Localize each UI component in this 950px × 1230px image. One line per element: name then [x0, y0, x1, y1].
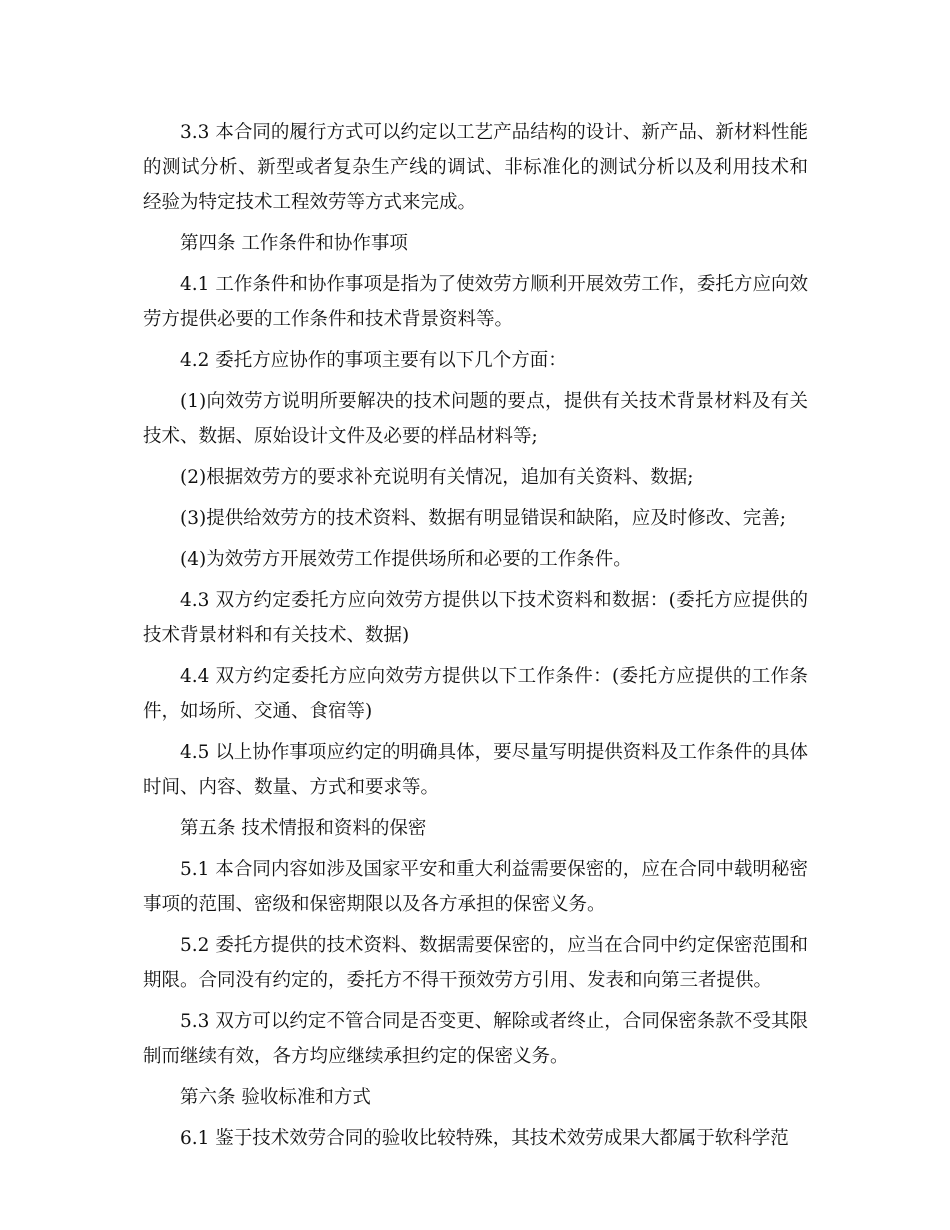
clause-4-5: 4.5 以上协作事项应约定的明确具体，要尽量写明提供资料及工作条件的具体时间、内容、数量、方式和要求等。 — [143, 742, 808, 798]
clause-3-3: 3.3 本合同的履行方式可以约定以工艺产品结构的设计、新产品、新材料性能的测试分析、新型或者复杂生产线的调试、非标准化的测试分析以及利用技术和经验为特定技术工程效劳等方式来完成。 — [143, 122, 808, 213]
list-item-1: (1)向效劳方说明所要解决的技术问题的要点，提供有关技术背景材料及有关技术、数据、原始设计文件及必要的样品材料等; — [143, 391, 808, 447]
list-item-4: (4)为效劳方开展效劳工作提供场所和必要的工作条件。 — [180, 549, 632, 570]
list-item-2: (2)根据效劳方的要求补充说明有关情况，追加有关资料、数据; — [180, 467, 694, 488]
article-5-heading: 第五条 技术情报和资料的保密 — [180, 818, 427, 839]
clause-5-3: 5.3 双方可以约定不管合同是否变更、解除或者终止，合同保密条款不受其限制而继续有效，各方均应继续承担约定的保密义务。 — [143, 1011, 808, 1067]
clause-4-2: 4.2 委托方应协作的事项主要有以下几个方面： — [180, 350, 567, 371]
clause-6-1: 6.1 鉴于技术效劳合同的验收比较特殊，其技术效劳成果大都属于软科学范 — [180, 1128, 789, 1149]
document-page — [143, 115, 808, 1162]
clause-4-1: 4.1 工作条件和协作事项是指为了使效劳方顺利开展效劳工作，委托方应向效劳方提供必要的工作条件和技术背景资料等。 — [143, 274, 808, 330]
article-6-heading: 第六条 验收标准和方式 — [180, 1087, 371, 1108]
list-item-3: (3)提供给效劳方的技术资料、数据有明显错误和缺陷，应及时修改、完善; — [180, 508, 786, 529]
clause-5-1: 5.1 本合同内容如涉及国家平安和重大利益需要保密的，应在合同中载明秘密事项的范围、密级和保密期限以及各方承担的保密义务。 — [143, 859, 808, 915]
clause-5-2: 5.2 委托方提供的技术资料、数据需要保密的，应当在合同中约定保密范围和期限。合同没有约定的，委托方不得干预效劳方引用、发表和向第三者提供。 — [143, 935, 808, 991]
clause-4-4: 4.4 双方约定委托方应向效劳方提供以下工作条件：(委托方应提供的工作条件，如场所、交通、食宿等) — [143, 666, 808, 722]
article-4-heading: 第四条 工作条件和协作事项 — [180, 233, 408, 254]
clause-4-3: 4.3 双方约定委托方应向效劳方提供以下技术资料和数据：(委托方应提供的技术背景材料和有关技术、数据) — [143, 590, 808, 646]
